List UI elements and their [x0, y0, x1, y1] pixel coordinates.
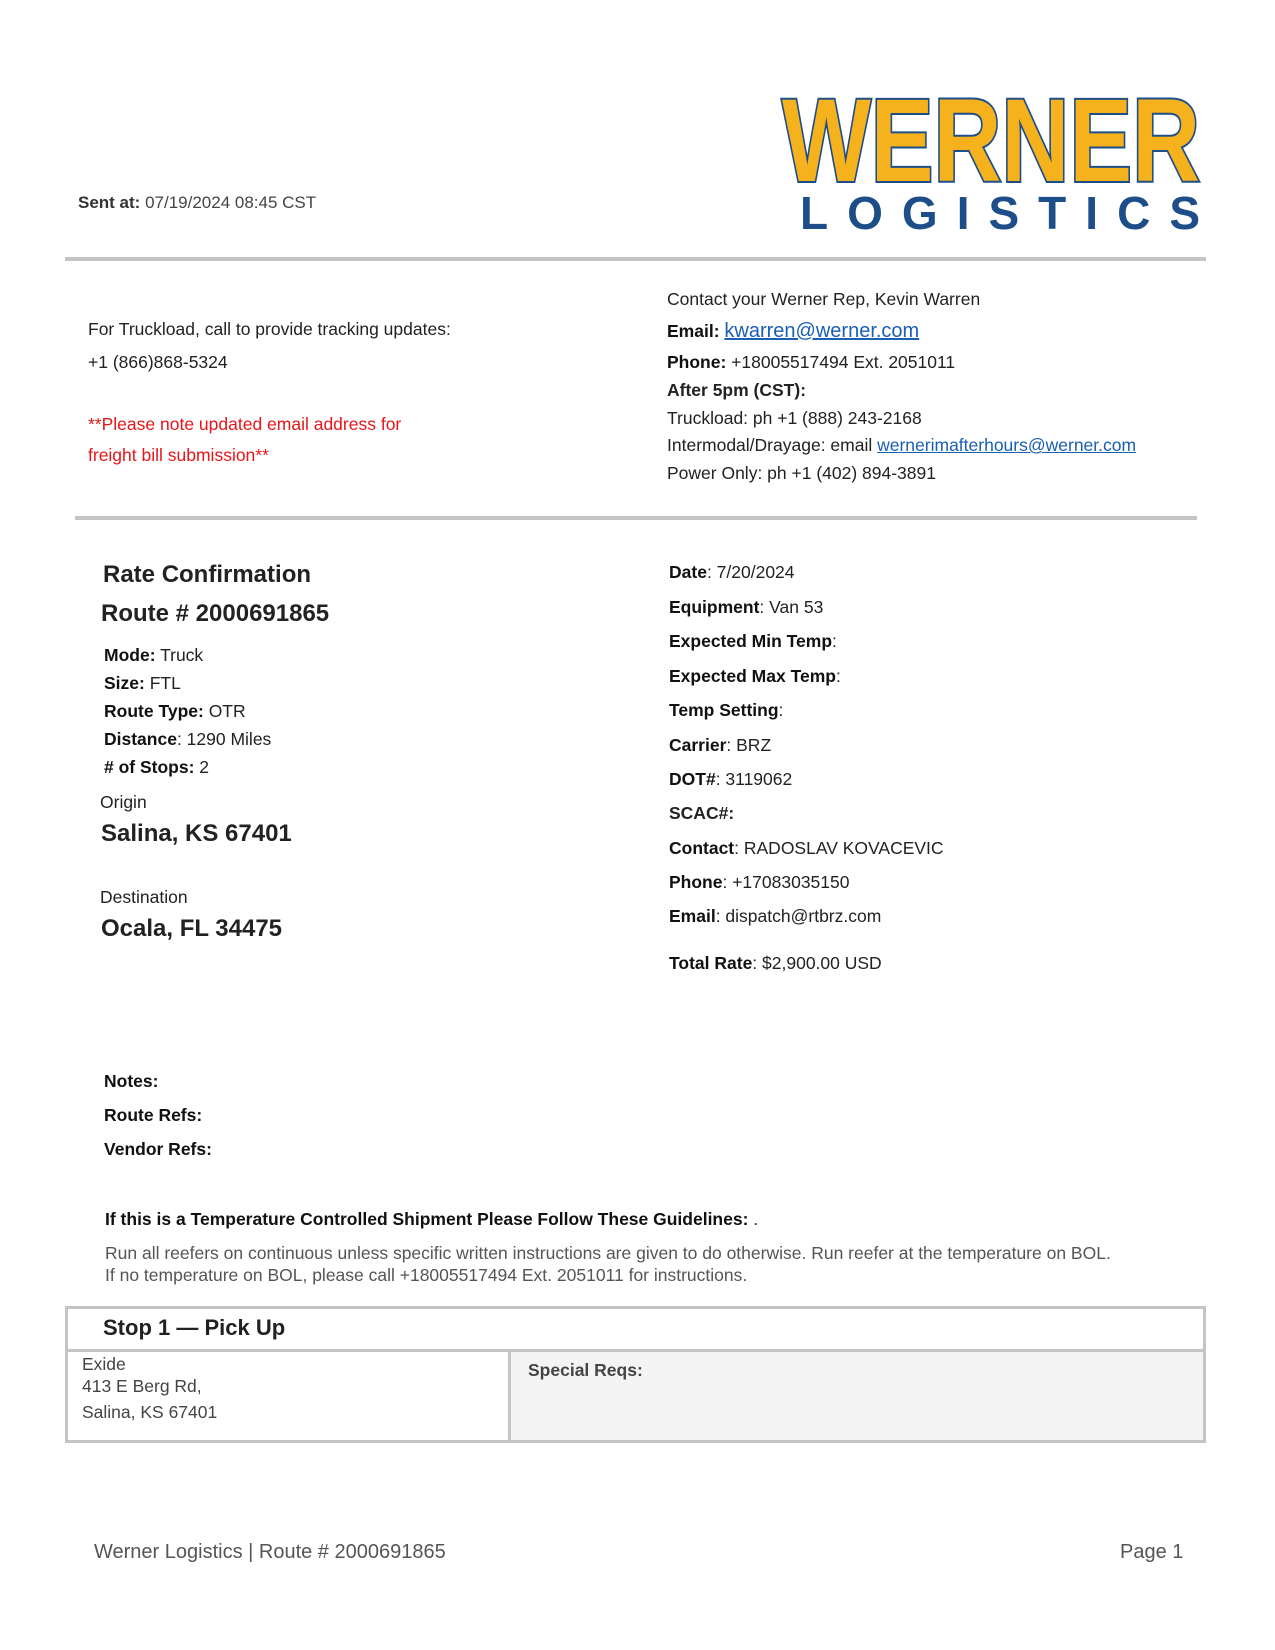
rep-phone-value: +18005517494 Ext. 2051011 — [726, 352, 956, 372]
stops-field — [104, 757, 209, 778]
footer-page-number: Page 1 — [1120, 1541, 1184, 1563]
rep-email-link[interactable]: kwarren@werner.com — [724, 320, 920, 342]
rep-email-label: Email: — [667, 321, 720, 341]
intermodal-email-link[interactable]: wernerimafterhours@werner.com — [877, 435, 1137, 455]
carrier-phone-field — [669, 872, 850, 893]
footer-route: Werner Logistics | Route # 2000691865 — [94, 1541, 446, 1563]
distance-label: Distance — [104, 729, 177, 749]
carrier-email-field — [669, 906, 881, 927]
rep-phone — [667, 352, 955, 373]
min-temp-field — [669, 631, 837, 652]
notes-label: Notes: — [104, 1071, 159, 1091]
total-rate-value: : $2,900.00 USD — [752, 953, 882, 973]
date-label: Date — [669, 562, 707, 582]
special-reqs-label: Special Reqs: — [528, 1360, 643, 1380]
logo-word-logistics: LOGISTICS — [800, 187, 1200, 236]
stop-address-line2: Salina, KS 67401 — [82, 1402, 218, 1422]
route-type-value: OTR — [203, 701, 246, 721]
temp-setting-field — [669, 700, 783, 721]
email-notice-line1: **Please note updated email address for — [88, 414, 402, 434]
carrier-value: : BRZ — [726, 735, 772, 755]
sent-at-value: 07/19/2024 08:45 CST — [140, 193, 317, 212]
stops-value: 2 — [194, 757, 210, 777]
carrier-email-value: : dispatch@rtbrz.com — [715, 906, 882, 926]
carrier-email-label: Email — [669, 906, 716, 926]
distance-field — [104, 729, 271, 750]
temperature-heading-text: If this is a Temperature Controlled Shipment Please Follow These Guidelines: — [105, 1209, 749, 1229]
origin-label: Origin — [100, 792, 147, 812]
max-temp-field — [669, 666, 841, 687]
email-notice-line2: freight bill submission** — [88, 445, 269, 465]
after-hours-intermodal — [667, 435, 1136, 456]
stop-1-table — [65, 1306, 1206, 1443]
tracking-phone: +1 (866)868-5324 — [88, 352, 228, 372]
route-type-label: Route Type: — [104, 701, 204, 721]
vendor-refs-label: Vendor Refs: — [104, 1139, 212, 1159]
temp-setting-label: Temp Setting — [669, 700, 779, 720]
after-hours-power-only: Power Only: ph +1 (402) 894-3891 — [667, 463, 936, 483]
destination-value: Ocala, FL 34475 — [101, 915, 283, 942]
size-label: Size: — [104, 673, 145, 693]
contact-divider — [75, 516, 1197, 520]
carrier-phone-label: Phone — [669, 872, 723, 892]
equipment-field — [669, 597, 823, 618]
werner-logistics-logo — [780, 86, 1205, 236]
min-temp-label: Expected Min Temp — [669, 631, 833, 651]
rep-email — [667, 320, 919, 343]
max-temp-value: : — [835, 666, 841, 686]
rep-phone-label: Phone: — [667, 352, 727, 372]
stop-title: Stop 1 — Pick Up — [103, 1315, 286, 1340]
dot-field — [669, 769, 792, 790]
date-value: : 7/20/2024 — [706, 562, 795, 582]
stop-address-line1: 413 E Berg Rd, — [82, 1376, 202, 1396]
dot-value: : 3119062 — [715, 769, 793, 789]
destination-label: Destination — [100, 887, 188, 907]
document-title: Rate Confirmation — [103, 561, 312, 588]
total-rate-label: Total Rate — [669, 953, 753, 973]
max-temp-label: Expected Max Temp — [669, 666, 836, 686]
tracking-label: For Truckload, call to provide tracking updates: — [88, 319, 451, 339]
size-value: FTL — [144, 673, 181, 693]
scac-label: SCAC#: — [669, 803, 735, 823]
route-refs-label: Route Refs: — [104, 1105, 203, 1125]
intermodal-prefix: Intermodal/Drayage: email — [667, 435, 878, 455]
date-field — [669, 562, 795, 583]
after-hours-truckload: Truckload: ph +1 (888) 243-2168 — [667, 408, 922, 428]
total-rate-field — [669, 953, 882, 974]
temperature-guidelines-heading — [105, 1209, 758, 1230]
carrier-phone-value: : +17083035150 — [722, 872, 850, 892]
carrier-field — [669, 735, 771, 756]
stop-header — [68, 1309, 1203, 1352]
stop-address-cell — [68, 1352, 511, 1440]
stop-company-name: Exide — [82, 1354, 126, 1374]
temperature-guidelines-line2: If no temperature on BOL, please call +18005517494 Ext. 2051011 for instructions. — [105, 1265, 748, 1285]
stops-label: # of Stops: — [104, 757, 195, 777]
route-type-field — [104, 701, 246, 722]
dot-label: DOT# — [669, 769, 716, 789]
route-number: Route # 2000691865 — [101, 600, 330, 627]
carrier-contact-field — [669, 838, 944, 859]
equipment-value: : Van 53 — [759, 597, 824, 617]
carrier-contact-label: Contact — [669, 838, 735, 858]
size-field — [104, 673, 181, 694]
logo-word-werner: WERNER — [782, 86, 1200, 207]
temperature-heading-suffix: . — [748, 1209, 759, 1229]
sent-at-label: Sent at: — [78, 193, 141, 212]
origin-value: Salina, KS 67401 — [101, 820, 292, 847]
min-temp-value: : — [832, 631, 837, 651]
special-reqs-cell — [511, 1352, 1203, 1440]
mode-label: Mode: — [104, 645, 156, 665]
header-divider — [65, 257, 1206, 261]
mode-value: Truck — [155, 645, 204, 665]
carrier-label: Carrier — [669, 735, 727, 755]
sent-at — [78, 193, 316, 213]
distance-value: : 1290 Miles — [176, 729, 272, 749]
rep-line: Contact your Werner Rep, Kevin Warren — [667, 289, 981, 309]
temperature-guidelines-line1: Run all reefers on continuous unless specific written instructions are given to do otherwise. Run reefer at the temperature on BOL. — [105, 1243, 1111, 1263]
after-hours-label: After 5pm (CST): — [667, 380, 807, 400]
temp-setting-value: : — [778, 700, 784, 720]
equipment-label: Equipment — [669, 597, 760, 617]
carrier-contact-value: : RADOSLAV KOVACEVIC — [734, 838, 944, 858]
mode-field — [104, 645, 203, 666]
